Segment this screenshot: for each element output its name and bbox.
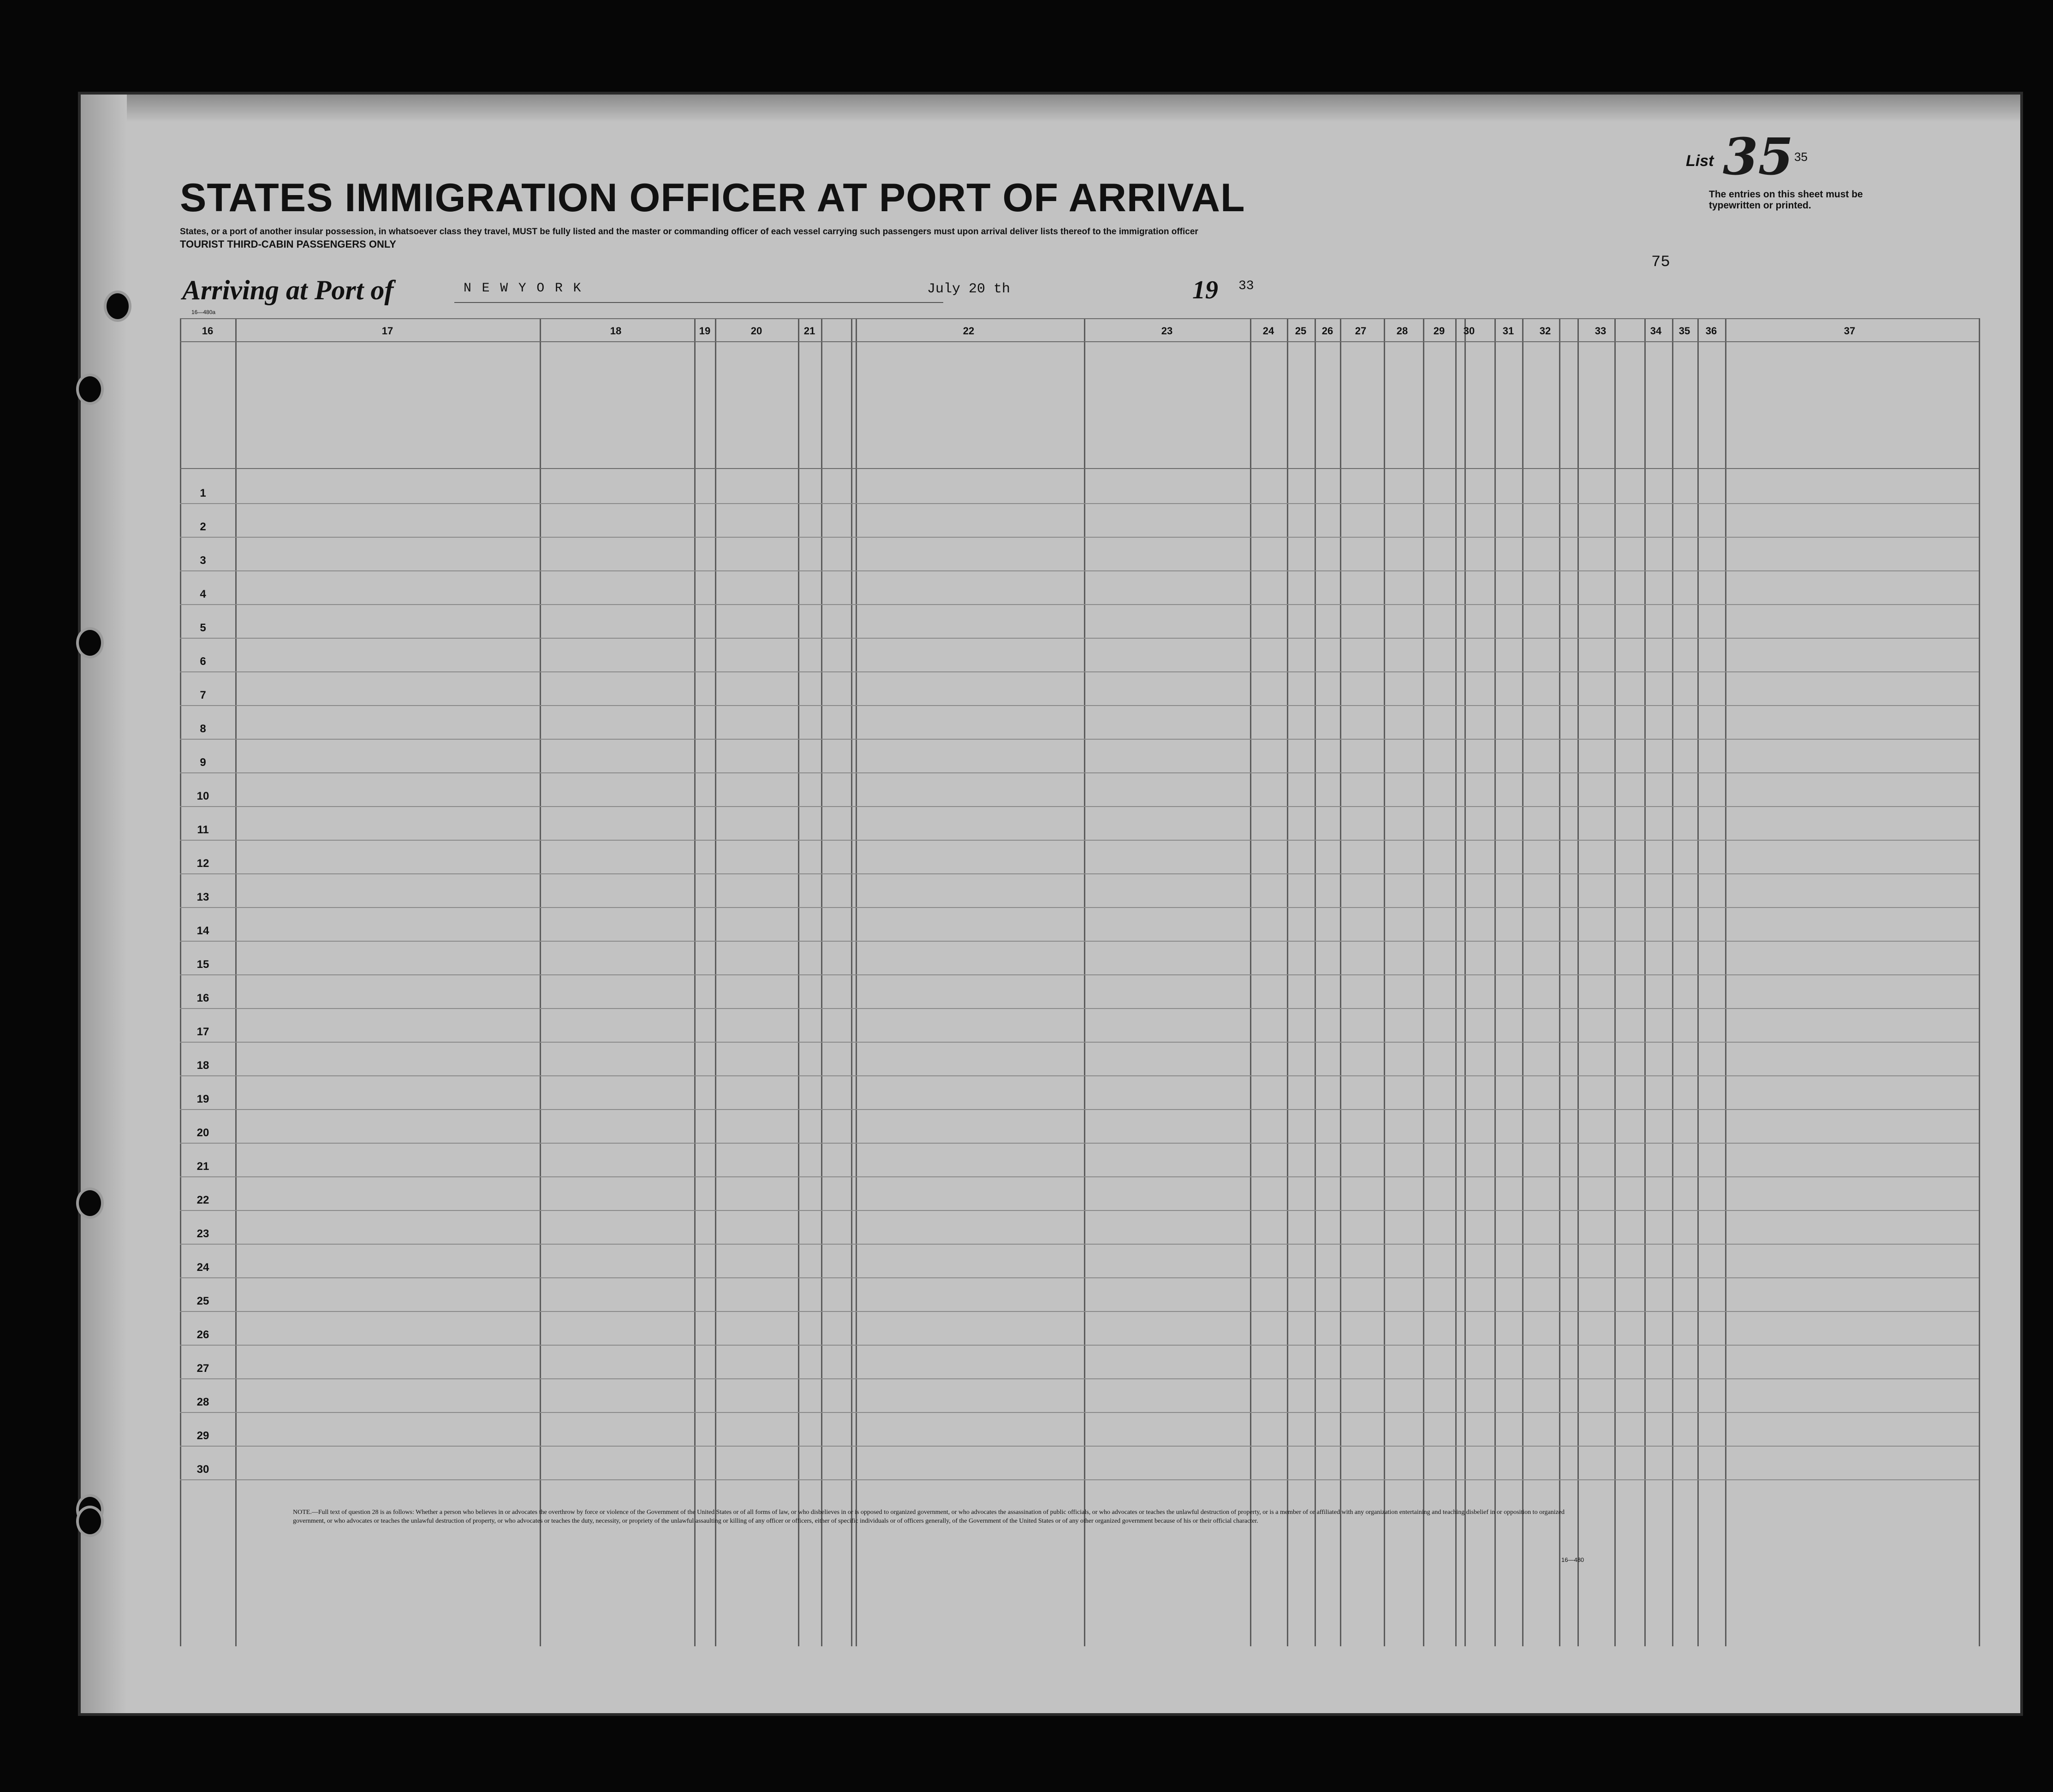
row-rule xyxy=(180,1311,1979,1312)
column-number: 33 xyxy=(1595,325,1607,337)
row-rule xyxy=(180,1277,1979,1278)
column-number: 36 xyxy=(1705,325,1717,337)
column-divider xyxy=(1559,318,1560,1646)
binder-strip xyxy=(81,95,127,1713)
row-number: 11 xyxy=(197,824,209,836)
column-divider xyxy=(1250,318,1251,1646)
year-suffix: 33 xyxy=(1238,279,1254,293)
port-of-arrival: N E W Y O R K xyxy=(464,281,583,296)
row-rule xyxy=(180,1345,1979,1346)
manifest-sheet xyxy=(81,95,2020,1713)
column-number: 27 xyxy=(1355,325,1367,337)
binder-hole xyxy=(104,291,131,322)
row-number: 26 xyxy=(196,1329,209,1341)
row-number: 22 xyxy=(196,1194,209,1206)
year-prefix: 19 xyxy=(1192,276,1218,304)
row-number: 14 xyxy=(196,925,209,937)
row-rule xyxy=(180,1008,1979,1009)
row-rule xyxy=(180,840,1979,841)
binder-hole xyxy=(76,1187,104,1219)
column-divider xyxy=(1577,318,1579,1646)
header-rule xyxy=(180,318,1979,319)
row-rule xyxy=(180,604,1979,605)
column-number: 18 xyxy=(610,325,622,337)
column-number: 23 xyxy=(1161,325,1173,337)
row-rule xyxy=(180,1378,1979,1379)
column-divider xyxy=(856,318,857,1646)
binder-hole xyxy=(76,374,104,405)
row-number: 18 xyxy=(196,1059,209,1072)
column-divider xyxy=(798,318,799,1646)
row-number: 23 xyxy=(196,1228,209,1240)
row-number: 5 xyxy=(200,622,206,634)
column-number: 24 xyxy=(1262,325,1274,337)
column-number: 37 xyxy=(1844,325,1856,337)
column-divider xyxy=(821,318,822,1646)
column-number: 21 xyxy=(803,325,815,337)
row-number: 6 xyxy=(200,655,206,668)
column-divider xyxy=(1697,318,1699,1646)
row-rule xyxy=(180,705,1979,706)
sheet-number: 75 xyxy=(1651,254,1670,271)
column-divider xyxy=(1979,318,1980,1646)
column-divider xyxy=(180,318,181,1646)
column-number: 22 xyxy=(963,325,975,337)
column-number: 28 xyxy=(1396,325,1408,337)
row-rule xyxy=(180,503,1979,504)
row-number: 17 xyxy=(196,1026,209,1038)
column-divider xyxy=(694,318,696,1646)
manifest-table xyxy=(180,318,1979,1646)
column-divider xyxy=(1455,318,1457,1646)
column-divider xyxy=(1672,318,1673,1646)
row-number: 20 xyxy=(196,1127,209,1139)
row-number: 3 xyxy=(200,554,206,567)
row-number: 30 xyxy=(196,1463,209,1476)
list-label: List xyxy=(1686,152,1714,170)
column-number: 34 xyxy=(1650,325,1662,337)
arrival-date: July 20 th xyxy=(927,281,1011,297)
row-rule xyxy=(180,1109,1979,1110)
column-divider xyxy=(1522,318,1523,1646)
row-rule xyxy=(180,1412,1979,1413)
subtitle-line-1: States, or a port of another insular possession, in whatsoever class they travel, MUST be fully listed and the master or commanding officer of each vessel carrying such passengers must upon arrival deliver lists thereof to the immigration officer xyxy=(180,227,1198,237)
column-number: 16 xyxy=(202,325,214,337)
row-number: 8 xyxy=(200,723,206,735)
column-number: 32 xyxy=(1539,325,1551,337)
row-number: 19 xyxy=(196,1093,209,1105)
column-divider xyxy=(1084,318,1085,1646)
column-number: 20 xyxy=(750,325,762,337)
row-rule xyxy=(180,1244,1979,1245)
row-number: 25 xyxy=(196,1295,209,1307)
row-number: 13 xyxy=(196,891,209,903)
column-number: 35 xyxy=(1678,325,1690,337)
row-rule xyxy=(180,1176,1979,1177)
row-rule xyxy=(180,941,1979,942)
arriving-label: Arriving at Port of xyxy=(182,275,394,305)
column-number: 29 xyxy=(1433,325,1445,337)
column-divider xyxy=(1423,318,1424,1646)
column-divider xyxy=(1494,318,1496,1646)
row-number: 27 xyxy=(196,1362,209,1375)
column-number: 17 xyxy=(381,325,393,337)
header-rule xyxy=(180,341,1979,342)
row-rule xyxy=(180,1210,1979,1211)
row-number: 15 xyxy=(196,958,209,971)
column-number: 26 xyxy=(1321,325,1333,337)
column-number: 19 xyxy=(699,325,711,337)
column-divider xyxy=(1644,318,1646,1646)
row-rule xyxy=(180,570,1979,571)
row-number: 16 xyxy=(196,992,209,1004)
column-divider xyxy=(1725,318,1726,1646)
column-divider xyxy=(1464,318,1466,1646)
column-divider xyxy=(1287,318,1288,1646)
row-rule xyxy=(180,1446,1979,1447)
row-number: 7 xyxy=(200,689,206,701)
binder-hole xyxy=(76,627,104,659)
row-number: 21 xyxy=(196,1160,209,1173)
row-rule xyxy=(180,1042,1979,1043)
row-rule xyxy=(180,1075,1979,1076)
row-number: 2 xyxy=(200,521,206,533)
row-rule xyxy=(180,638,1979,639)
row-rule xyxy=(180,1143,1979,1144)
row-rule xyxy=(180,537,1979,538)
row-number: 9 xyxy=(200,756,206,769)
list-number-typed: 35 xyxy=(1794,150,1808,164)
row-number: 1 xyxy=(200,487,206,499)
column-divider xyxy=(1340,318,1341,1646)
list-number: 35 xyxy=(1723,127,1794,186)
column-divider xyxy=(1315,318,1316,1646)
port-underline xyxy=(454,302,943,303)
row-rule xyxy=(180,1479,1979,1480)
form-number-bottom: 16—480 xyxy=(1561,1556,1584,1563)
typewrite-note: The entries on this sheet must be typewritten or printed. xyxy=(1709,189,1863,211)
column-number: 25 xyxy=(1295,325,1307,337)
column-divider xyxy=(235,318,237,1646)
row-number: 10 xyxy=(196,790,209,802)
row-rule xyxy=(180,873,1979,874)
column-divider xyxy=(540,318,541,1646)
header-rule xyxy=(180,468,1979,469)
column-divider xyxy=(715,318,716,1646)
binder-hole xyxy=(76,1506,104,1537)
row-rule xyxy=(180,974,1979,975)
row-rule xyxy=(180,907,1979,908)
column-divider xyxy=(1384,318,1385,1646)
row-number: 24 xyxy=(196,1261,209,1274)
row-number: 28 xyxy=(196,1396,209,1408)
form-number-top: 16—480a xyxy=(191,309,216,315)
column-number: 30 xyxy=(1463,325,1475,337)
row-number: 12 xyxy=(196,857,209,870)
subtitle-line-2: TOURIST THIRD-CABIN PASSENGERS ONLY xyxy=(180,238,396,250)
column-number: 31 xyxy=(1502,325,1514,337)
row-number: 29 xyxy=(196,1430,209,1442)
footnote: NOTE.—Full text of question 28 is as follows: Whether a person who believes in or advocates the overthrow by force or violence of the Government of the United States or of all forms of law, or who disbelieves in or is opposed to organized government, or who advocates the assassination of public officials, or who advocates or teaches the unlawful destruction of property, or is a member of or affiliated with any organization entertaining and teaching disbelief in or opposition to organized government, or who advocates or teaches the unlawful destruction of property, or who advocates or teaches the duty, necessity, or propriety of the unlawful assaulting or killing of any officer or officers, either of specific individuals or of officers generally, of the Government of the United States or of any other organized government because of his or their official character. xyxy=(293,1509,1565,1525)
page-title: STATES IMMIGRATION OFFICER AT PORT OF ARRIVAL xyxy=(180,176,1245,220)
row-rule xyxy=(180,772,1979,773)
row-rule xyxy=(180,739,1979,740)
row-rule xyxy=(180,806,1979,807)
row-number: 4 xyxy=(200,588,206,600)
row-rule xyxy=(180,671,1979,672)
column-divider xyxy=(851,318,852,1646)
column-divider xyxy=(1614,318,1616,1646)
